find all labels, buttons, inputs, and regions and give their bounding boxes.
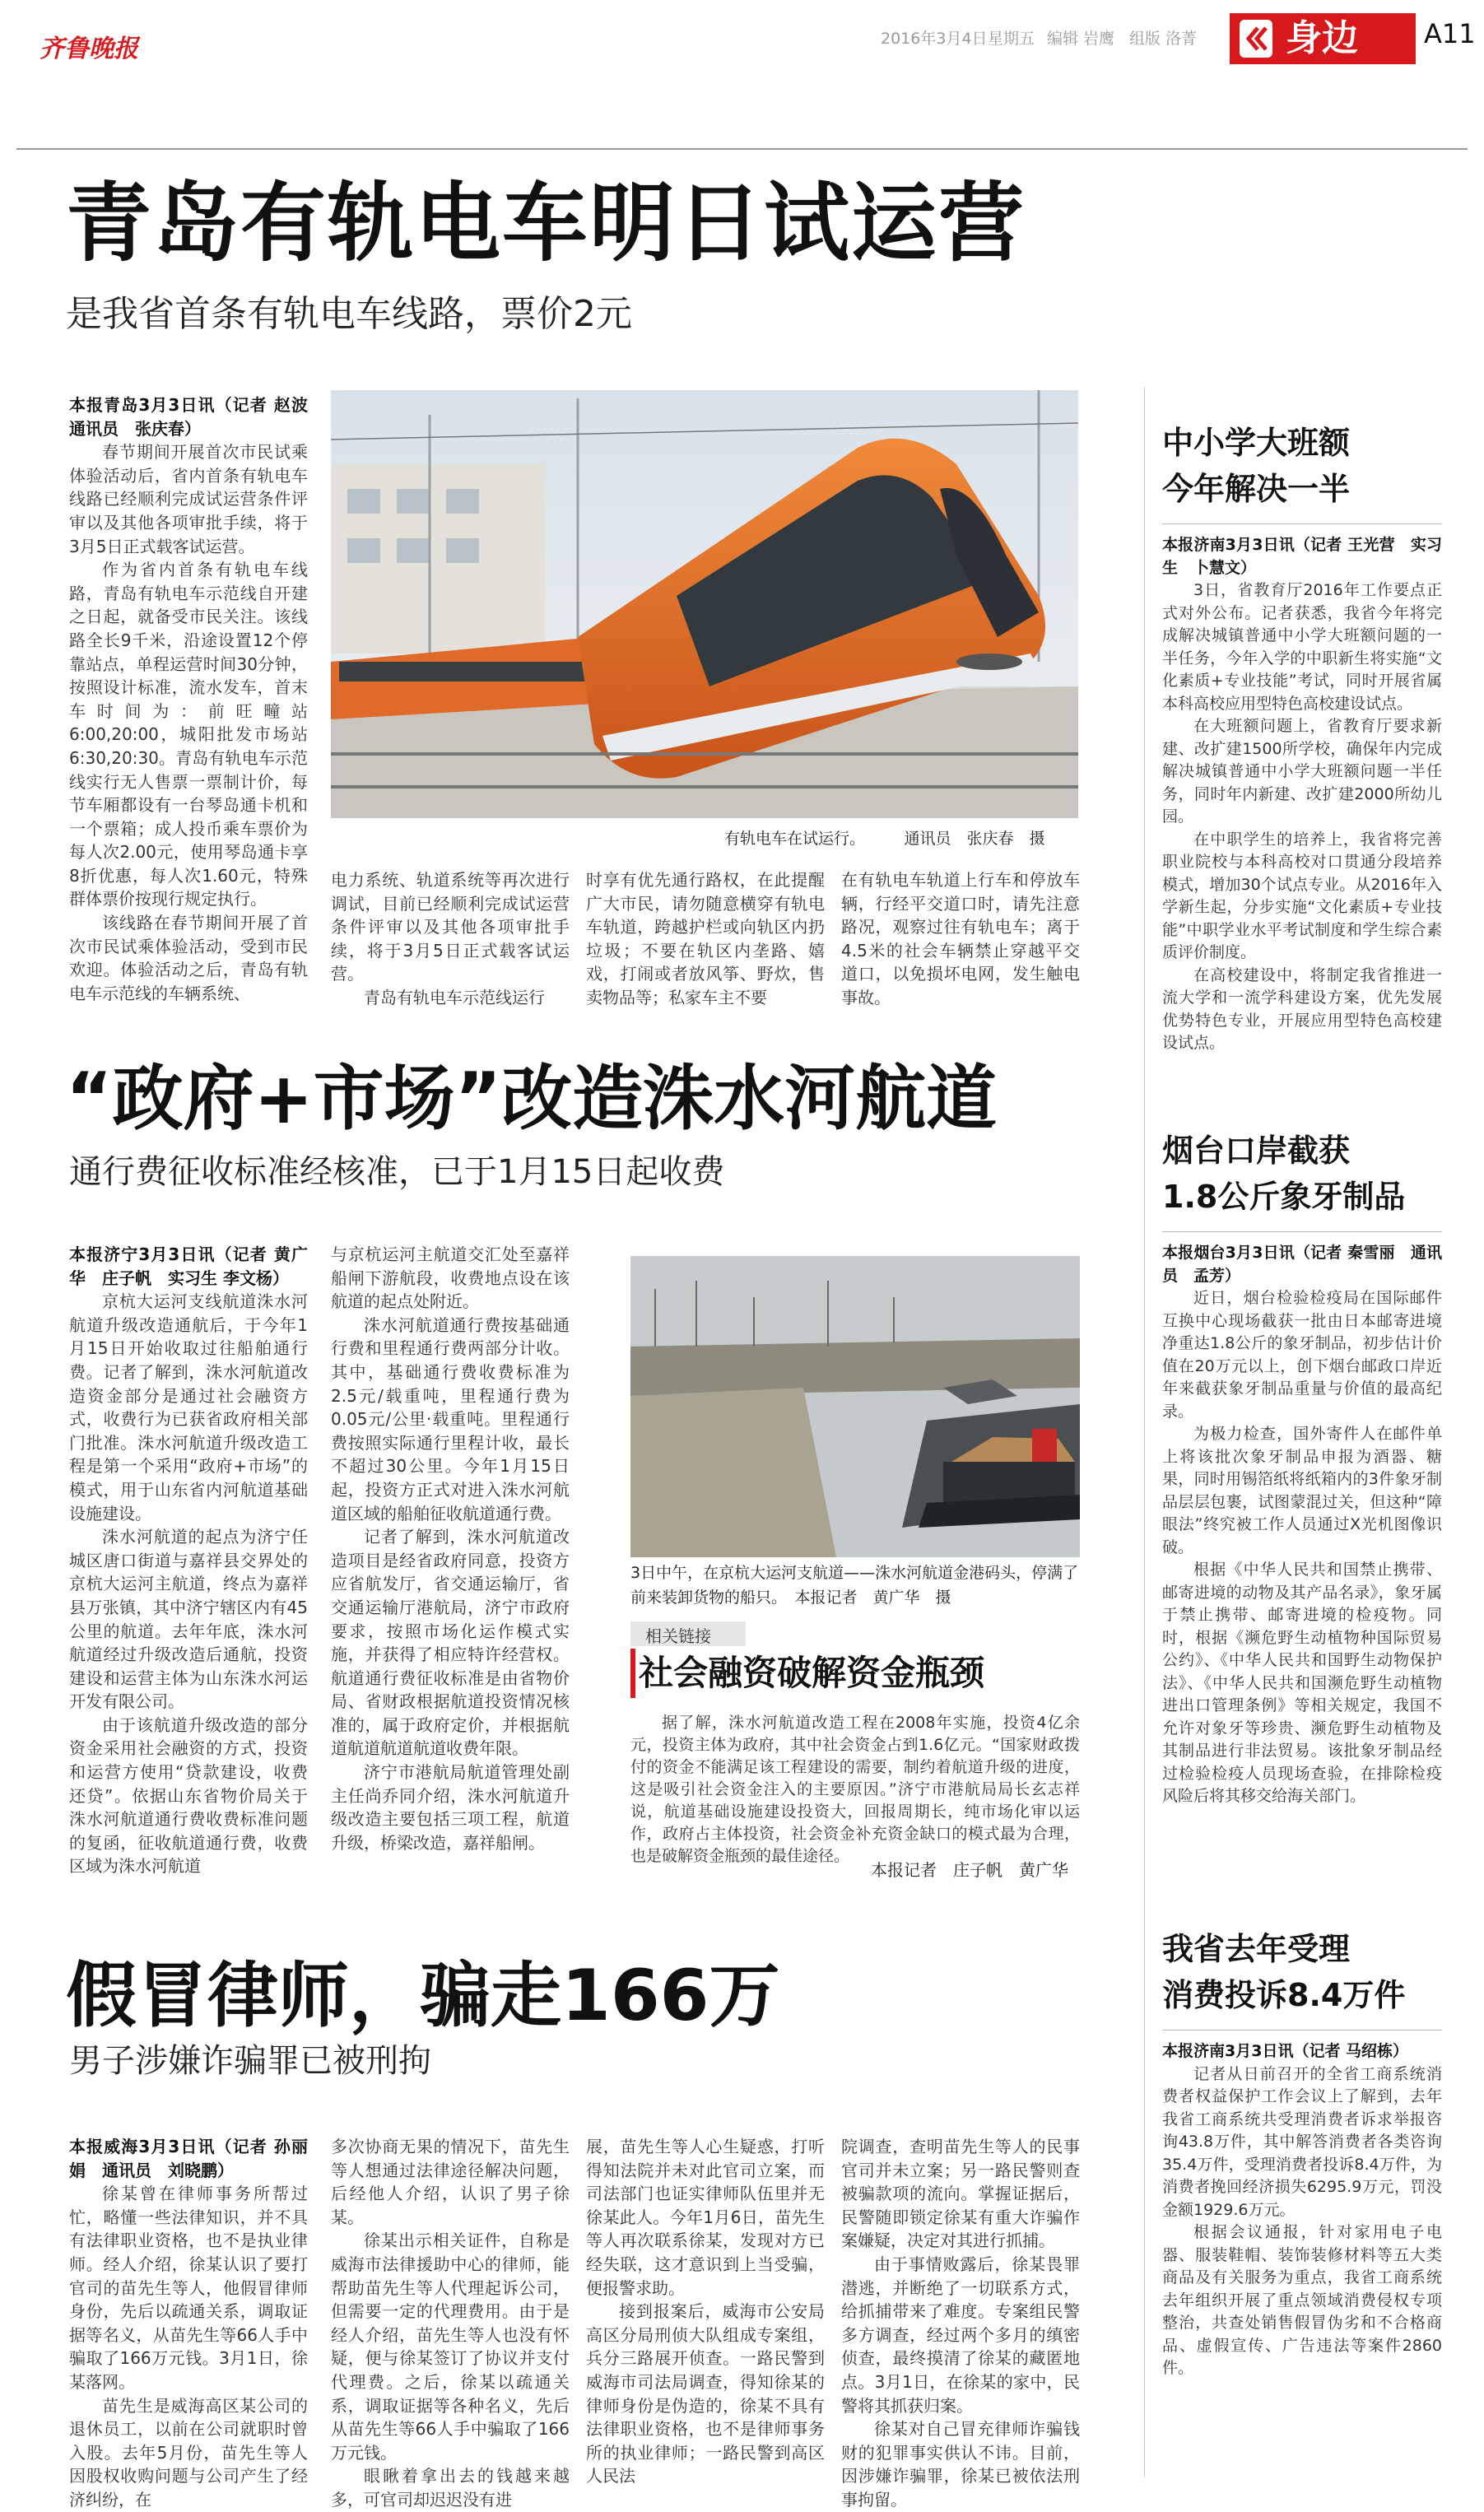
story2-paragraph: 洙水河航道的起点为济宁任城区唐口街道与嘉祥县交界处的京杭大运河主航道，终点为嘉祥县万张镇，其中济宁辖区内有45公里的航道。去年年底，洙水河航道经过升级改造后通航，投资建设和运营主体为山东洙水河运开发有限公司。 bbox=[69, 1527, 308, 1712]
side3-byline: 本报济南3月3日讯（记者 马绍栋） bbox=[1162, 2042, 1409, 2060]
story3-headline: 假冒律师，骗走166万 bbox=[66, 1955, 780, 2037]
story1-column-3 bbox=[586, 868, 825, 1010]
side3-body bbox=[1162, 2040, 1442, 2380]
story3-paragraph: 院调查，查明苗先生等人的民事官司并未立案；另一路民警则查被骗款项的流向。掌握证据后，民警随即锁定徐某有重大诈骗作案嫌疑，决定对其进行抓捕。 bbox=[841, 2137, 1080, 2251]
story2-paragraph: 济宁市港航局航道管理处副主任尚乔同介绍，洙水河航道升级改造主要包括三项工程，航道升级，桥梁改造，嘉祥船闸。 bbox=[331, 1762, 570, 1853]
story3-column-4 bbox=[841, 2135, 1080, 2512]
side1-paragraph: 3日，省教育厅2016年工作要点正式对外公布。记者获悉，我省今年将完成解决城镇普通中小学大班额问题的一半任务，今年入学的中职新生将实施“文化素质+专业技能”考试，同时开展省属本科高校应用型特色高校建设试点。 bbox=[1162, 581, 1442, 713]
story2-paragraph: 与京杭运河主航道交汇处至嘉祥船闸下游航段，收费地点设在该航道的起点处附近。 bbox=[331, 1244, 570, 1312]
story3-paragraph: 苗先生是威海高区某公司的退休员工，以前在公司就职时曾入股。去年5月份，苗先生等人因股权收购问题与公司产生了经济纠纷，在 bbox=[69, 2395, 308, 2510]
story3-paragraph: 徐某曾在律师事务所帮过忙，略懂一些法律知识，并不具有法律职业资格，也不是执业律师。经人介绍，徐某认识了要打官司的苗先生等人，他假冒律师身份，先后以疏通关系，调取证据等名义，从苗先生等66人手中骗取了166万元钱。3月1日，徐某落网。 bbox=[69, 2184, 308, 2392]
sidebar-article-1 bbox=[1162, 420, 1450, 1055]
related-link-label: 相关链接 bbox=[645, 1626, 711, 1646]
story2-column-2 bbox=[331, 1243, 570, 1854]
side1-paragraph: 在大班额问题上，省教育厅要求新建、改扩建1500所学校，确保年内完成解决城镇普通中小学大班额问题一半任务，同时年内新建、改扩建2000所幼儿园。 bbox=[1162, 717, 1442, 826]
editor-credit: 编辑 岩鹰 bbox=[1047, 30, 1115, 48]
story1-subheadline: 是我省首条有轨电车线路，票价2元 bbox=[66, 293, 632, 335]
story3-paragraph: 展，苗先生等人心生疑惑，打听得知法院并未对此官司立案，而司法部门也证实律师队伍里并无徐某此人。今年1月6日，苗先生等人再次联系徐某，发现对方已经失联，这才意识到上当受骗，便报警求助。 bbox=[586, 2137, 825, 2298]
story1-paragraph: 电力系统、轨道系统等再次进行调试，目前已经顺利完成试运营条件评审以及其他各项审批手续，将于3月5日正式载客试运营。 bbox=[331, 870, 570, 984]
related-link-badge bbox=[630, 1621, 746, 1646]
side1-body bbox=[1162, 534, 1442, 1055]
tram-photo bbox=[331, 390, 1078, 818]
side2-byline: 本报烟台3月3日讯（记者 秦雪丽 通讯员 孟芳） bbox=[1162, 1244, 1442, 1285]
side2-headline: 烟台口岸截获 1.8公斤象牙制品 bbox=[1162, 1133, 1406, 1215]
side1-byline: 本报济南3月3日讯（记者 王光营 实习生 卜慧文） bbox=[1162, 536, 1442, 577]
story2-paragraph: 记者了解到，洙水河航道改造项目是经省政府同意，投资方应省航发厅，省交通运输厅，省交通运输厅港航局，济宁市政府要求，按照市场化运作模式实施，并获得了相应特许经营权。航道通行费征收标准是由省物价局、省财政根据航道投资情况核准的，属于政府定价，并根据航道航道航道航道收费年限。 bbox=[331, 1527, 570, 1759]
page-number: A11 bbox=[1424, 18, 1476, 49]
side1-paragraph: 在中职学生的培养上，我省将完善职业院校与本科高校对口贯通分段培养模式，增加30个试点专业。从2016年入学新生起，分步实施“文化素质+专业技能”中职学业水平考试制度和学生综合素质评价制度。 bbox=[1162, 830, 1442, 961]
story1-paragraph: 该线路在春节期间开展了首次市民试乘体验活动，受到市民欢迎。体验活动之后，青岛有轨电车示范线的车辆系统、 bbox=[69, 913, 308, 1003]
story2-paragraph: 由于该航道升级改造的部分资金采用社会融资的方式，投资和运营方使用“贷款建设，收费还贷”。依据山东省物价局关于洙水河航道通行费收费标准问题的复函，征收航道通行费，收费区域为洙水河航道 bbox=[69, 1714, 308, 1877]
side1-headline: 中小学大班额 今年解决一半 bbox=[1162, 425, 1351, 507]
sidebar-article-2 bbox=[1162, 1128, 1450, 1808]
side3-headline: 我省去年受理 消费投诉8.4万件 bbox=[1162, 1931, 1406, 2013]
story1-paragraph: 作为省内首条有轨电车线路，青岛有轨电车示范线自开建之日起，就备受市民关注。该线路全长9千米，沿途设置12个停靠站点，单程运营时间30分钟，按照设计标准，流水发车，首末车时间为：前旺疃站6:00,20:00，城阳批发市场站6:30,20:30。青岛有轨电车示范线实行无人售票一票制计价，每节车厢都设有一台琴岛通卡机和一个票箱；成人投币乘车票价为每人次2.00元，使用琴岛通卡享8折优惠，每人次1.60元，特殊群体票价按现行规定执行。 bbox=[69, 560, 308, 909]
story1-paragraph: 时享有优先通行路权，在此提醒广大市民，请勿随意横穿有轨电车轨道，跨越护栏或向轨区内扔垃圾；不要在轨区内垄路、嬉戏，打闹或者放风筝、野炊，售卖物品等；私家车主不要 bbox=[586, 870, 825, 1007]
tram-photo-caption: 有轨电车在试运行。 通讯员 张庆春 摄 bbox=[724, 830, 1045, 848]
story3-byline: 本报威海3月3日讯（记者 孙丽娟 通讯员 刘晓鹏） bbox=[69, 2137, 308, 2180]
side2-paragraph: 根据《中华人民共和国禁止携带、邮寄进境的动物及其产品名录》，象牙属于禁止携带、邮寄进境的检疫物。同时，根据《濒危野生动植物种国际贸易公约》、《中华人民共和国野生动物保护法》、《中华人民共和国濒危野生动植物进出口管理条例》等相关规定，我国不允许对象牙等珍贵、濒危野生动植物及其制品进行非法贸易。该批象牙制品经过检验检疫人员现场查验，在排除检疫风险后将其移交给海关部门。 bbox=[1162, 1561, 1442, 1805]
layout-credit: 组版 洛菁 bbox=[1129, 30, 1198, 48]
story1-column-4 bbox=[841, 868, 1080, 1010]
river-photo-caption: 3日中午，在京杭大运河支航道——洙水河航道金港码头，停满了前来装卸货物的船只。 本报记者 黄广华 摄 bbox=[630, 1564, 1079, 1607]
sidebar-article-3 bbox=[1162, 1926, 1450, 2380]
story3-paragraph: 徐某对自己冒充律师诈骗钱财的犯罪事实供认不讳。目前，因涉嫌诈骗罪，徐某已被依法刑事拘留。 bbox=[841, 2419, 1080, 2510]
story1-byline: 本报青岛3月3日讯（记者 赵波 通讯员 张庆春） bbox=[69, 395, 324, 439]
related-byline: 本报记者 庄子帆 黄广华 bbox=[871, 1860, 1068, 1880]
river-photo bbox=[630, 1256, 1080, 1557]
side3-paragraph: 根据会议通报，针对家用电子电器、服装鞋帽、装饰装修材料等五大类商品及有关服务为重点，我省工商系统去年组织开展了重点领域消费侵权专项整治，共查处销售假冒伪劣和不合格商品、虚假宣传、广告违法等案件2860件。 bbox=[1162, 2223, 1442, 2377]
issue-weekday: 星期五 bbox=[988, 30, 1035, 48]
related-headline: 社会融资破解资金瓶颈 bbox=[639, 1653, 985, 1693]
story2-headline: “政府+市场”改造洙水河航道 bbox=[66, 1058, 998, 1140]
double-chevron-icon bbox=[1238, 18, 1274, 59]
story2-subheadline: 通行费征收标准经核准，已于1月15日起收费 bbox=[69, 1153, 725, 1191]
story1-paragraph: 青岛有轨电车示范线运行 bbox=[364, 987, 545, 1007]
section-tab bbox=[1230, 13, 1416, 64]
story2-paragraph: 洙水河航道通行费按基础通行费和里程通行费两部分计收。其中，基础通行费收费标准为2.5元/载重吨，里程通行费为0.05元/公里·载重吨。里程通行费按照实际通行里程计收，最长不超过30公里。今年1月15日起，投资方正式对进入洙水河航道区域的船舶征收航道通行费。 bbox=[331, 1314, 570, 1523]
story1-paragraph: 在有轨电车轨道上行车和停放车辆，行经平交道口时，请先注意路况，观察过往有轨电车；离于4.5米的社会车辆禁止穿越平交道口，以免损坏电网，发生触电事故。 bbox=[841, 870, 1080, 1007]
story3-paragraph: 徐某出示相关证件，自称是威海市法律援助中心的律师，能帮助苗先生等人代理起诉公司，但需要一定的代理费用。由于是经人介绍，苗先生等人也没有怀疑，便与徐某签订了协议并支付代理费。之后，徐某以疏通关系，调取证据等各种名义，先后从苗先生等66人手中骗取了166万元钱。 bbox=[331, 2231, 570, 2463]
issue-date: 2016年3月4日 bbox=[881, 30, 988, 48]
story3-subheadline: 男子涉嫌诈骗罪已被刑拘 bbox=[69, 2042, 431, 2080]
story1-column-2 bbox=[331, 868, 570, 1010]
story1-paragraph: 春节期间开展首次市民试乘体验活动后，省内首条有轨电车线路已经顺利完成试运营条件评审以及其他各项审批手续，将于3月5日正式载客试运营。 bbox=[69, 442, 308, 556]
story3-paragraph: 由于事情败露后，徐某畏罪潜逃，并断绝了一切联系方式，给抓捕带来了难度。专案组民警多方调查，经过两个多月的缜密侦查，最终摸清了徐某的藏匿地点。3月1日，在徐某的家中，民警将其抓获归案。 bbox=[841, 2254, 1080, 2416]
side2-headline-rule bbox=[1162, 1231, 1442, 1232]
side3-paragraph: 记者从日前召开的全省工商系统消费者权益保护工作会议上了解到，去年我省工商系统共受理消费者诉求举报咨询43.8万件，其中解答消费者各类咨询35.4万件，受理消费者投诉8.4万件，为消费者挽回经济损失6295.9万元，罚没金额1929.6万元。 bbox=[1162, 2064, 1442, 2219]
newspaper-logo: 齐鲁晚报 bbox=[40, 35, 138, 63]
side2-body bbox=[1162, 1242, 1442, 1808]
story2-paragraph: 京杭大运河支线航道洙水河航道升级改造通航后，于今年1月15日开始收取过往船舶通行费。记者了解到，洙水河航道改造资金部分是通过社会融资方式，收费行为已获省政府相关部门批准。洙水河航道升级改造工程是第一个采用“政府+市场”的模式，用于山东省内河航道基础设施建设。 bbox=[69, 1291, 308, 1523]
side1-paragraph: 在高校建设中，将制定我省推进一流大学和一流学科建设方案，优先发展优势特色专业，开展应用型特色高校建设试点。 bbox=[1162, 965, 1442, 1052]
side3-headline-rule bbox=[1162, 2030, 1442, 2031]
related-paragraph: 据了解，洙水河航道改造工程在2008年实施，投资4亿余元，投资主体为政府，其中社会资金占到1.6亿元。“国家财政拨付的资金不能满足该工程建设的需要，制约着航道升级的进度，这是吸引社会资金注入的主要原因。”济宁市港航局局长玄志祥说，航道基础设施建设投资大，回报周期长，纯市场化审以运作，政府占主体投资，社会资金补充资金缺口的模式最为合理，也是破解资金瓶颈的最佳途径。 bbox=[630, 1714, 1080, 1865]
masthead bbox=[0, 0, 1484, 91]
masthead-divider bbox=[16, 148, 1468, 150]
side2-paragraph: 为极力检查，国外寄件人在邮件单上将该批次象牙制品申报为酒器、糖果，同时用锡箔纸将纸箱内的3件象牙制品层层包裹，试图蒙混过关，但这种“障眼法”终究被工作人员通过X光机图像识破。 bbox=[1162, 1425, 1442, 1556]
story3-column-2 bbox=[331, 2135, 570, 2512]
story1-column-1 bbox=[69, 393, 324, 1005]
story3-column-1 bbox=[69, 2135, 308, 2512]
story2-column-1 bbox=[69, 1243, 308, 1878]
story3-paragraph: 眼瞅着拿出去的钱越来越多，可官司却迟迟没有进 bbox=[331, 2466, 570, 2510]
related-title-bar bbox=[630, 1649, 635, 1698]
story2-byline: 本报济宁3月3日讯（记者 黄广华 庄子帆 实习生 李文杨） bbox=[69, 1244, 308, 1288]
story3-column-3 bbox=[586, 2135, 825, 2488]
story1-headline: 青岛有轨电车明日试运营 bbox=[66, 173, 1026, 273]
related-body bbox=[630, 1712, 1080, 1868]
story3-paragraph: 多次协商无果的情况下，苗先生等人想通过法律途径解决问题，后经他人介绍，认识了男子徐某。 bbox=[331, 2137, 570, 2227]
side2-paragraph: 近日，烟台检验检疫局在国际邮件互换中心现场截获一批由日本邮寄进境净重达1.8公斤的象牙制品，初步估计价值在20万元以上，创下烟台邮政口岸近年来截获象牙制品重量与价值的最高纪录。 bbox=[1162, 1289, 1442, 1421]
side1-headline-rule bbox=[1162, 523, 1442, 524]
sidebar-divider bbox=[1144, 387, 1145, 2477]
story3-paragraph: 接到报案后，威海市公安局高区分局刑侦大队组成专案组，兵分三路展开侦查。一路民警到威海市司法局调查，得知徐某的律师身份是伪造的，徐某不具有法律职业资格，也不是律师事务所的执业律师；一路民警到高区人民法 bbox=[586, 2301, 825, 2486]
section-name: 身边 bbox=[1286, 17, 1358, 59]
